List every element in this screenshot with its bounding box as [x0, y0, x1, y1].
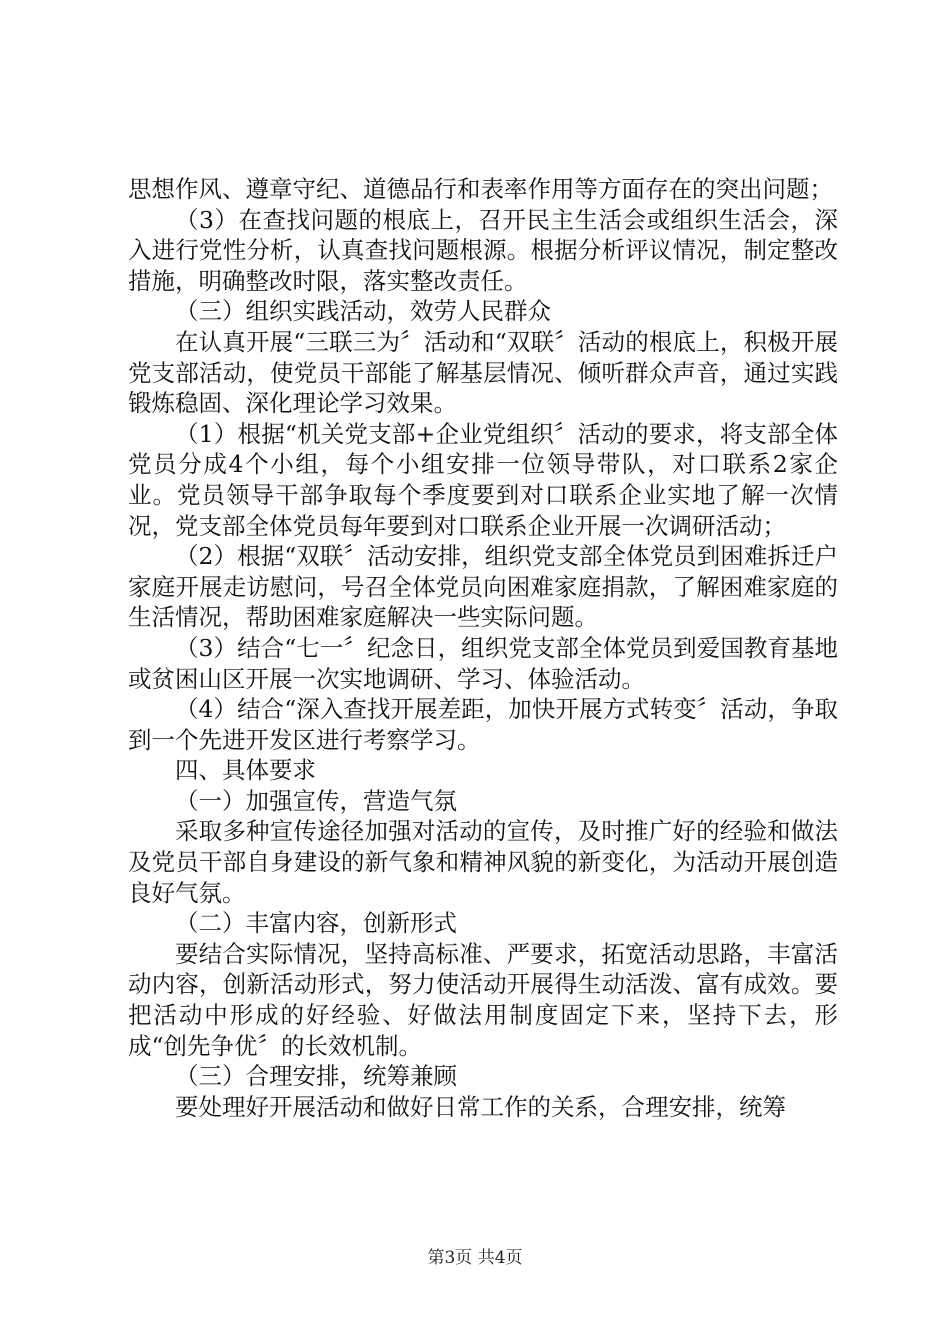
paragraph: 思想作风、遵章守纪、道德品行和表率作用等方面存在的突出问题； [128, 175, 833, 203]
paragraph: （1）根据“机关党支部+企业党组织〞活动的要求，将支部全体党员分成4个小组，每个小组安排一位领导带队，对口联系2家企业。党员领导干部争取每个季度要到对口联系企业实地了解一次情况，党支部全体党员每年要到对口联系企业开展一次调研活动； [128, 419, 838, 540]
paragraph: 采取多种宣传途径加强对活动的宣传，及时推广好的经验和做法及党员干部自身建设的新气象和精神风貌的新变化，为活动开展创造良好气氛。 [128, 817, 838, 907]
section-heading: （一）加强宣传，营造气氛 [175, 786, 457, 815]
paragraph: （3）在查找问题的根底上，召开民主生活会或组织生活会，深入进行党性分析，认真查找问题根源。根据分析评议情况，制定整改措施，明确整改时限，落实整改责任。 [128, 205, 838, 295]
paragraph: （3）结合“七一〞纪念日，组织党支部全体党员到爱国教育基地或贫困山区开展一次实地调研、学习、体验活动。 [128, 633, 838, 693]
paragraph: 要处理好开展活动和做好日常工作的关系，合理安排，统筹 [175, 1092, 786, 1121]
section-heading: （二）丰富内容，创新形式 [175, 909, 457, 938]
paragraph: （4）结合“深入查找开展差距，加快开展方式转变〞活动，争取到一个先进开发区进行考察学习。 [128, 695, 838, 754]
paragraph: 要结合实际情况，坚持高标准、严要求，拓宽活动思路，丰富活动内容，创新活动形式，努力使活动开展得生动活泼、富有成效。要把活动中形成的好经验、好做法用制度固定下来，坚持下去，形成“创先争优〞的长效机制。 [128, 939, 838, 1060]
paragraph: （2）根据“双联〞活动安排，组织党支部全体党员到困难拆迁户家庭开展走访慰问，号召全体党员向困难家庭捐款，了解困难家庭的生活情况，帮助困难家庭解决一些实际问题。 [128, 542, 838, 632]
document-body [128, 174, 838, 1122]
section-heading: 四、具体要求 [175, 756, 316, 785]
section-heading: （三）合理安排，统筹兼顾 [175, 1062, 457, 1091]
page-number-footer: 第3页 共4页 [427, 1248, 523, 1268]
section-heading: （三）组织实践活动，效劳人民群众 [175, 297, 551, 326]
paragraph: 在认真开展“三联三为〞活动和“双联〞活动的根底上，积极开展党支部活动，使党员干部能了解基层情况、倾听群众声音，通过实践锻炼稳固、深化理论学习效果。 [128, 327, 838, 418]
